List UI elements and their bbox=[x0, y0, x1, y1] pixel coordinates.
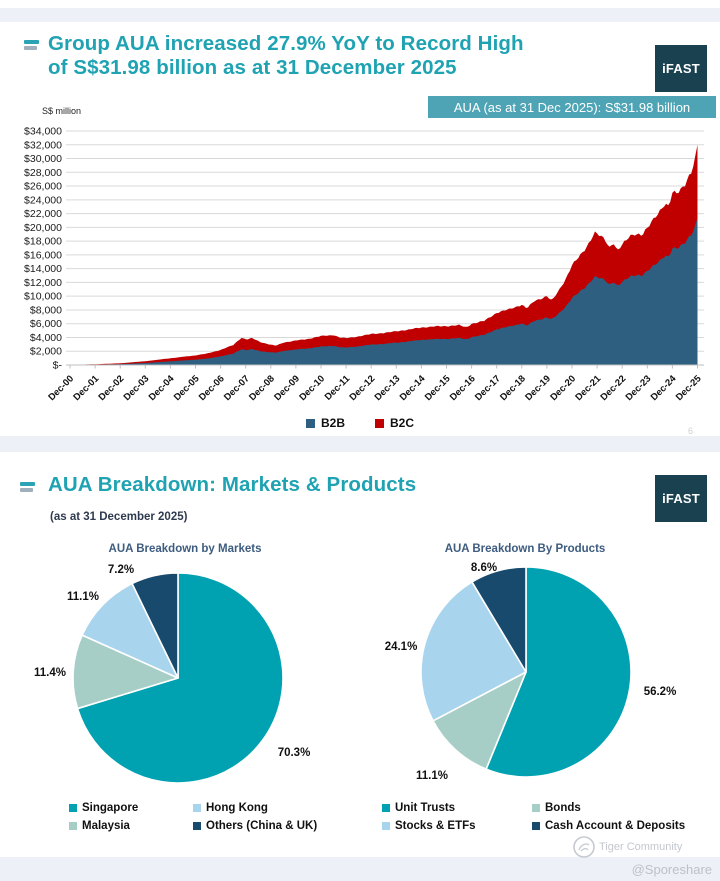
top-strip bbox=[0, 8, 720, 22]
bullet-bar-bottom bbox=[20, 488, 33, 492]
pie-percent-label: 70.3% bbox=[277, 747, 311, 759]
aua-banner bbox=[428, 96, 716, 118]
x-tick-label: Dec-11 bbox=[322, 373, 353, 403]
watermark-community: Tiger Community bbox=[599, 841, 683, 853]
legend-label: Bonds bbox=[545, 802, 581, 814]
legend-label: Cash Account & Deposits bbox=[545, 820, 686, 832]
slide1-page-number: 6 bbox=[688, 426, 694, 436]
y-tick-label: $34,000 bbox=[24, 125, 62, 138]
y-tick-label: $4,000 bbox=[29, 331, 62, 344]
pie-percent-label: 11.1% bbox=[416, 770, 448, 782]
pie-legend-item-singapore bbox=[69, 802, 138, 814]
x-tick-label: Dec-12 bbox=[347, 373, 378, 404]
y-tick-label: $30,000 bbox=[24, 153, 62, 166]
x-tick-label: Dec-16 bbox=[447, 373, 478, 404]
ifast-logo bbox=[655, 45, 707, 92]
pie-percent-label: 24.1% bbox=[384, 641, 418, 653]
y-tick-label: $6,000 bbox=[29, 318, 62, 331]
pie-percent-label: 7.2% bbox=[107, 564, 135, 576]
y-tick-label: $18,000 bbox=[24, 235, 62, 248]
y-tick-label: $16,000 bbox=[24, 249, 62, 262]
slide1-title bbox=[48, 32, 628, 80]
y-tick-label: $8,000 bbox=[29, 304, 62, 317]
x-tick-label: Dec-04 bbox=[146, 373, 177, 404]
y-tick-label: $28,000 bbox=[24, 166, 62, 179]
pie-percent-label: 11.1% bbox=[67, 591, 99, 603]
y-tick-label: $24,000 bbox=[24, 194, 62, 207]
legend-label: Hong Kong bbox=[206, 802, 268, 814]
pie-legend-item-unit-trusts bbox=[382, 802, 455, 814]
pie-percent-label: 8.6% bbox=[470, 562, 498, 574]
y-tick-label: $10,000 bbox=[24, 290, 62, 303]
slide1-title-line1: Group AUA increased 27.9% YoY to Record High bbox=[48, 32, 524, 55]
legend-label: Others (China & UK) bbox=[206, 820, 318, 832]
legend-swatch bbox=[382, 822, 390, 830]
x-tick-label: Dec-09 bbox=[272, 373, 303, 404]
aua-pie-charts bbox=[0, 540, 720, 795]
pie-legend-item-malaysia bbox=[69, 820, 130, 832]
bullet-bar-top bbox=[20, 482, 35, 486]
x-tick-label: Dec-25 bbox=[673, 373, 704, 404]
aua-banner-text: AUA (as at 31 Dec 2025): S$31.98 billion bbox=[453, 99, 691, 115]
products-pie-title: AUA Breakdown By Products bbox=[444, 543, 606, 555]
x-tick-label: Dec-07 bbox=[222, 373, 252, 404]
ifast-logo-text: iFAST bbox=[662, 491, 700, 506]
pie-percent-label: 56.2% bbox=[643, 686, 677, 698]
watermark-handle: @Sporeshare bbox=[631, 862, 712, 877]
ifast-logo-text: iFAST bbox=[662, 61, 700, 76]
slide2-title: AUA Breakdown: Markets & Products bbox=[48, 473, 417, 496]
legend-label: Malaysia bbox=[82, 820, 130, 832]
legend-label: Singapore bbox=[82, 802, 139, 814]
legend-label: Stocks & ETFs bbox=[395, 820, 476, 832]
area-legend-item-b2b bbox=[306, 416, 345, 430]
legend-swatch bbox=[69, 822, 77, 830]
pie-legend-item-hong-kong bbox=[193, 802, 268, 814]
x-tick-label: Dec-02 bbox=[96, 373, 127, 404]
y-tick-label: $- bbox=[52, 359, 62, 372]
x-tick-label: Dec-23 bbox=[623, 373, 654, 404]
y-tick-label: $26,000 bbox=[24, 180, 62, 193]
slide2-subtitle: (as at 31 December 2025) bbox=[50, 511, 188, 523]
bullet-bar-bottom bbox=[24, 46, 37, 50]
slide-gap-strip bbox=[0, 436, 720, 452]
markets-pie-title: AUA Breakdown by Markets bbox=[108, 543, 262, 555]
x-tick-label: Dec-14 bbox=[397, 373, 428, 404]
legend-swatch bbox=[532, 822, 540, 830]
y-tick-label: $32,000 bbox=[24, 139, 62, 152]
x-tick-label: Dec-22 bbox=[598, 373, 629, 404]
pie-legend-item-bonds bbox=[532, 802, 581, 814]
x-tick-label: Dec-00 bbox=[46, 373, 77, 404]
legend-label: B2B bbox=[320, 416, 345, 430]
y-tick-label: $22,000 bbox=[24, 208, 62, 221]
y-tick-label: $2,000 bbox=[29, 345, 62, 358]
pie-legend-item-stocks-etfs bbox=[382, 820, 476, 832]
x-tick-label: Dec-03 bbox=[121, 373, 152, 404]
bottom-strip bbox=[0, 857, 720, 881]
legend-swatch bbox=[532, 804, 540, 812]
y-tick-label: $14,000 bbox=[24, 263, 62, 276]
x-tick-label: Dec-13 bbox=[372, 373, 403, 404]
area-chart-legend bbox=[0, 416, 720, 430]
ifast-equals-bullet bbox=[24, 40, 39, 50]
x-tick-label: Dec-06 bbox=[196, 373, 227, 404]
x-tick-label: Dec-18 bbox=[498, 373, 528, 404]
y-axis-unit-label: S$ million bbox=[42, 106, 82, 116]
pie-percent-label: 11.4% bbox=[34, 667, 66, 679]
area-legend-item-b2c bbox=[375, 416, 414, 430]
legend-swatch bbox=[193, 804, 201, 812]
x-tick-label: Dec-21 bbox=[573, 373, 604, 404]
pie-legend-item-cash-account-deposits bbox=[532, 820, 685, 832]
x-tick-label: Dec-08 bbox=[247, 373, 277, 404]
x-tick-label: Dec-05 bbox=[171, 373, 202, 404]
x-tick-label: Dec-10 bbox=[297, 373, 328, 404]
bullet-bar-top bbox=[24, 40, 39, 44]
x-tick-label: Dec-19 bbox=[523, 373, 554, 404]
legend-label: Unit Trusts bbox=[395, 802, 456, 814]
legend-label: B2C bbox=[390, 416, 415, 430]
legend-swatch bbox=[193, 822, 201, 830]
tiger-logo-icon bbox=[570, 835, 600, 861]
ifast-logo-2 bbox=[655, 475, 707, 522]
legend-swatch bbox=[375, 419, 384, 428]
legend-swatch bbox=[69, 804, 77, 812]
x-tick-label: Dec-20 bbox=[548, 373, 579, 404]
legend-swatch bbox=[382, 804, 390, 812]
legend-swatch bbox=[306, 419, 315, 428]
x-tick-label: Dec-24 bbox=[648, 373, 679, 404]
y-tick-label: $20,000 bbox=[24, 221, 62, 234]
x-tick-label: Dec-15 bbox=[422, 373, 453, 404]
x-tick-label: Dec-01 bbox=[71, 373, 102, 404]
y-tick-label: $12,000 bbox=[24, 276, 62, 289]
x-tick-label: Dec-17 bbox=[473, 373, 503, 404]
pie-legend-item-others-china-uk- bbox=[193, 820, 317, 832]
aua-area-chart bbox=[0, 118, 720, 416]
ifast-equals-bullet-2 bbox=[20, 482, 35, 492]
slide1-title-line2: of S$31.98 billion as at 31 December 2025 bbox=[48, 55, 457, 79]
